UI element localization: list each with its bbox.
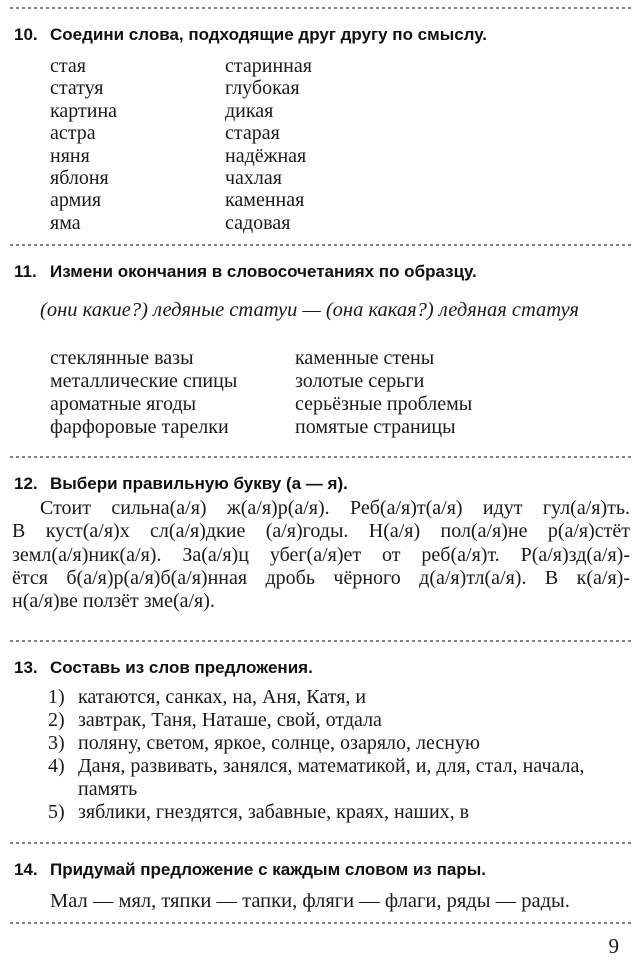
left-word: яблоня — [50, 167, 109, 190]
list-item — [48, 686, 629, 709]
exercise-number: 10. — [14, 25, 38, 44]
right-word: надёжная — [225, 144, 307, 167]
exercise-paragraph — [12, 497, 630, 613]
item-text: завтрак, Таня, Наташе, свой, отдала — [78, 709, 382, 732]
right-phrase: золотые серьги — [295, 370, 425, 393]
left-word: яма — [50, 211, 81, 234]
phrase-pair-row — [50, 416, 643, 439]
exercise-number: 14. — [14, 860, 38, 880]
dashed-divider — [10, 640, 633, 642]
left-word: астра — [50, 122, 96, 145]
phrase-pair-row — [50, 370, 643, 393]
dashed-divider — [10, 922, 633, 924]
paragraph-line: Стоит сильна(а/я) ж(а/я)р(а/я). Реб(а/я)т(а/я) идут гул(а/я)ть. — [40, 497, 630, 520]
right-word: каменная — [225, 189, 305, 212]
left-word: статуя — [50, 77, 104, 100]
word-pair-row — [50, 122, 643, 144]
item-number: 4) — [48, 755, 65, 778]
phrase-pair-row — [50, 393, 643, 416]
left-word: картина — [50, 99, 118, 122]
exercise-title: Соедини слова, подходящие друг другу по смыслу. — [50, 25, 487, 44]
left-phrase: фарфоровые тарелки — [50, 416, 229, 439]
list-item — [48, 709, 629, 732]
exercise-10-header — [14, 24, 629, 46]
item-text: Даня, развивать, занялся, математикой, и, для, стал, начала, память — [78, 755, 585, 801]
right-word: старинная — [225, 55, 312, 77]
left-word: няня — [50, 144, 90, 167]
left-word: армия — [50, 189, 102, 212]
dashed-divider — [10, 7, 633, 9]
exercise-13-header — [14, 657, 629, 679]
dashed-divider — [10, 842, 633, 844]
right-phrase: каменные стены — [295, 347, 435, 370]
exercise-title: Выбери правильную букву (а — я). — [50, 474, 348, 494]
exercise-11-header — [14, 261, 629, 283]
exercise-number: 13. — [14, 658, 38, 678]
word-pair-row — [50, 189, 643, 211]
paragraph-line: ётся б(а/я)р(а/я)б(а/я)нная дробь чёрного д(а/я)тл(а/я). В к(а/я)- — [12, 566, 630, 589]
item-number: 5) — [48, 801, 65, 824]
word-pair-row — [50, 167, 643, 189]
right-word: чахлая — [225, 167, 282, 190]
item-number: 2) — [48, 709, 65, 732]
left-phrase: ароматные ягоды — [50, 393, 197, 416]
exercise-number: 12. — [14, 474, 38, 494]
page-number: 9 — [608, 934, 619, 958]
example-pattern: (они какие?) ледяные статуи — (она какая?) ледяная статуя — [40, 299, 579, 322]
word-pair-row — [50, 212, 643, 234]
exercise-title: Измени окончания в словосочетаниях по образцу. — [50, 262, 477, 282]
list-item — [48, 755, 629, 801]
word-pairs-text: Мал — мял, тяпки — тапки, фляги — флаги, ряды — рады. — [50, 890, 570, 913]
phrase-columns — [50, 347, 643, 439]
left-word: стая — [50, 55, 86, 77]
item-number: 3) — [48, 732, 65, 755]
item-text: поляну, светом, яркое, солнце, озаряло, лесную — [78, 732, 480, 755]
paragraph-line: земл(а/я)ник(а/я). За(а/я)ц убег(а/я)ет от реб(а/я)т. Р(а/я)зд(а/я)- — [12, 543, 630, 566]
exercise-14-header — [14, 859, 629, 881]
right-word: садовая — [225, 211, 291, 234]
exercise-10-section — [0, 24, 643, 234]
phrase-pair-row — [50, 347, 643, 370]
exercise-title: Составь из слов предложения. — [50, 658, 313, 678]
left-phrase: стеклянные вазы — [50, 347, 194, 370]
right-word: глубокая — [225, 77, 300, 100]
dashed-divider — [10, 244, 633, 246]
exercise-12-section — [0, 473, 643, 613]
word-pair-row — [50, 145, 643, 167]
exercise-12-header — [14, 473, 629, 495]
right-phrase: помятые страницы — [295, 416, 456, 439]
word-pair-row — [50, 100, 643, 122]
paragraph-line: В куст(а/я)х сл(а/я)дкие (а/я)годы. Н(а/я) пол(а/я)не р(а/я)стёт — [12, 520, 630, 543]
dashed-divider — [10, 456, 633, 458]
word-matching-columns — [50, 55, 643, 234]
right-word: дикая — [225, 99, 274, 122]
right-phrase: серьёзные проблемы — [295, 393, 473, 416]
sentence-word-list — [48, 686, 629, 824]
exercise-11-section — [0, 261, 643, 439]
word-pair-row — [50, 55, 643, 77]
exercise-14-section — [0, 859, 643, 913]
item-text: катаются, санках, на, Аня, Катя, и — [78, 686, 367, 709]
word-pair-row — [50, 77, 643, 99]
exercise-title: Придумай предложение с каждым словом из пары. — [50, 860, 486, 880]
exercise-13-section — [0, 657, 643, 824]
list-item — [48, 801, 629, 824]
item-text: зяблики, гнездятся, забавные, краях, наших, в — [78, 801, 470, 824]
exercise-number: 11. — [14, 262, 37, 282]
left-phrase: металлические спицы — [50, 370, 238, 393]
paragraph-line: н(а/я)ве ползёт зме(а/я). — [12, 590, 215, 613]
right-word: старая — [225, 122, 280, 145]
item-number: 1) — [48, 686, 65, 709]
list-item — [48, 732, 629, 755]
